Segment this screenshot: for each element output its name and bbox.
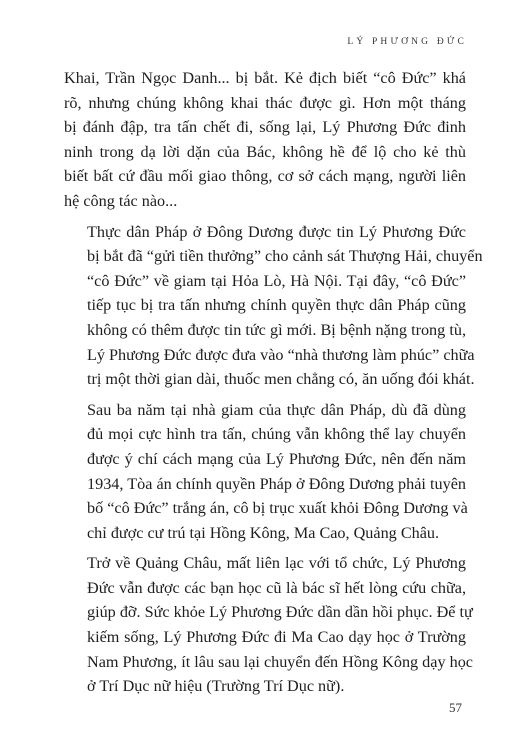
text-line: tiếp tục bị tra tấn nhưng chính quyền thực dân Pháp cũng xyxy=(87,296,466,315)
paragraph-4 xyxy=(64,551,473,699)
text-line: kiếm sống, Lý Phương Đức đi Ma Cao dạy học ở Trường xyxy=(87,628,466,647)
running-head: LÝ PHƯƠNG ĐỨC xyxy=(347,37,467,47)
text-line: Sau ba năm tại nhà giam của thực dân Pháp, dù đã dùng xyxy=(87,400,466,419)
text-line: bị đánh đập, tra tấn chết đi, sống lại, Lý Phương Đức đinh xyxy=(64,118,466,137)
text-line: Trở về Quảng Châu, mất liên lạc với tổ chức, Lý Phương xyxy=(87,554,466,573)
text-line: bố “cô Đức” trắng án, cô bị trục xuất khỏi Đông Dương và xyxy=(87,499,468,518)
text-line: 1934, Tòa án chính quyền Pháp ở Đông Dương phải tuyên xyxy=(87,474,466,493)
text-line: được ý chí cách mạng của Lý Phương Đức, nên đến năm xyxy=(87,449,466,468)
text-line: đủ mọi cực hình tra tấn, chúng vẫn không thể lay chuyển xyxy=(87,425,466,444)
paragraph-2 xyxy=(64,220,483,392)
text-line: giúp đỡ. Sức khỏe Lý Phương Đức dần dần hồi phục. Để tự xyxy=(87,603,473,622)
paragraph-1 xyxy=(64,66,466,214)
text-line: ninh trong dạ lời dặn của Bác, không hề để lộ cho kẻ thù xyxy=(64,142,466,161)
text-line: bị bắt đã “gửi tiền thưởng” cho cảnh sát Thượng Hải, chuyển xyxy=(87,247,483,266)
body-text xyxy=(64,66,483,705)
text-line: Lý Phương Đức được đưa vào “nhà thương làm phúc” chữa xyxy=(87,345,475,364)
text-line: chỉ được cư trú tại Hồng Kông, Ma Cao, Quảng Châu. xyxy=(87,523,440,542)
text-line: Thực dân Pháp ở Đông Dương được tin Lý Phương Đức xyxy=(87,222,466,241)
text-line: Khai, Trần Ngọc Danh... bị bắt. Kẻ địch biết “cô Đức” khá xyxy=(64,69,466,87)
text-line: không có thêm được tin tức gì mới. Bị bệnh nặng trong tù, xyxy=(87,320,466,339)
text-line: biết bất cứ đầu mối giao thông, cơ sở cách mạng, người liên xyxy=(64,167,466,186)
text-line: trị một thời gian dài, thuốc men chẳng có, ăn uống đói khát. xyxy=(87,370,475,389)
text-line: Nam Phương, ít lâu sau lại chuyển đến Hồng Kông dạy học xyxy=(87,652,473,671)
text-line: rõ, nhưng chúng không khai thác được gì. Hơn một tháng xyxy=(64,93,466,112)
text-line: hệ công tác nào... xyxy=(64,191,178,210)
text-line: “cô Đức” về giam tại Hỏa Lò, Hà Nội. Tại đây, “cô Đức” xyxy=(87,271,466,290)
paragraph-3 xyxy=(64,398,466,546)
text-line: ở Trí Dục nữ hiệu (Trường Trí Dục nữ). xyxy=(87,677,345,696)
page-number: 57 xyxy=(449,700,462,715)
text-line: Đức vẫn được các bạn học cũ là bác sĩ hết lòng cứu chữa, xyxy=(87,578,466,597)
